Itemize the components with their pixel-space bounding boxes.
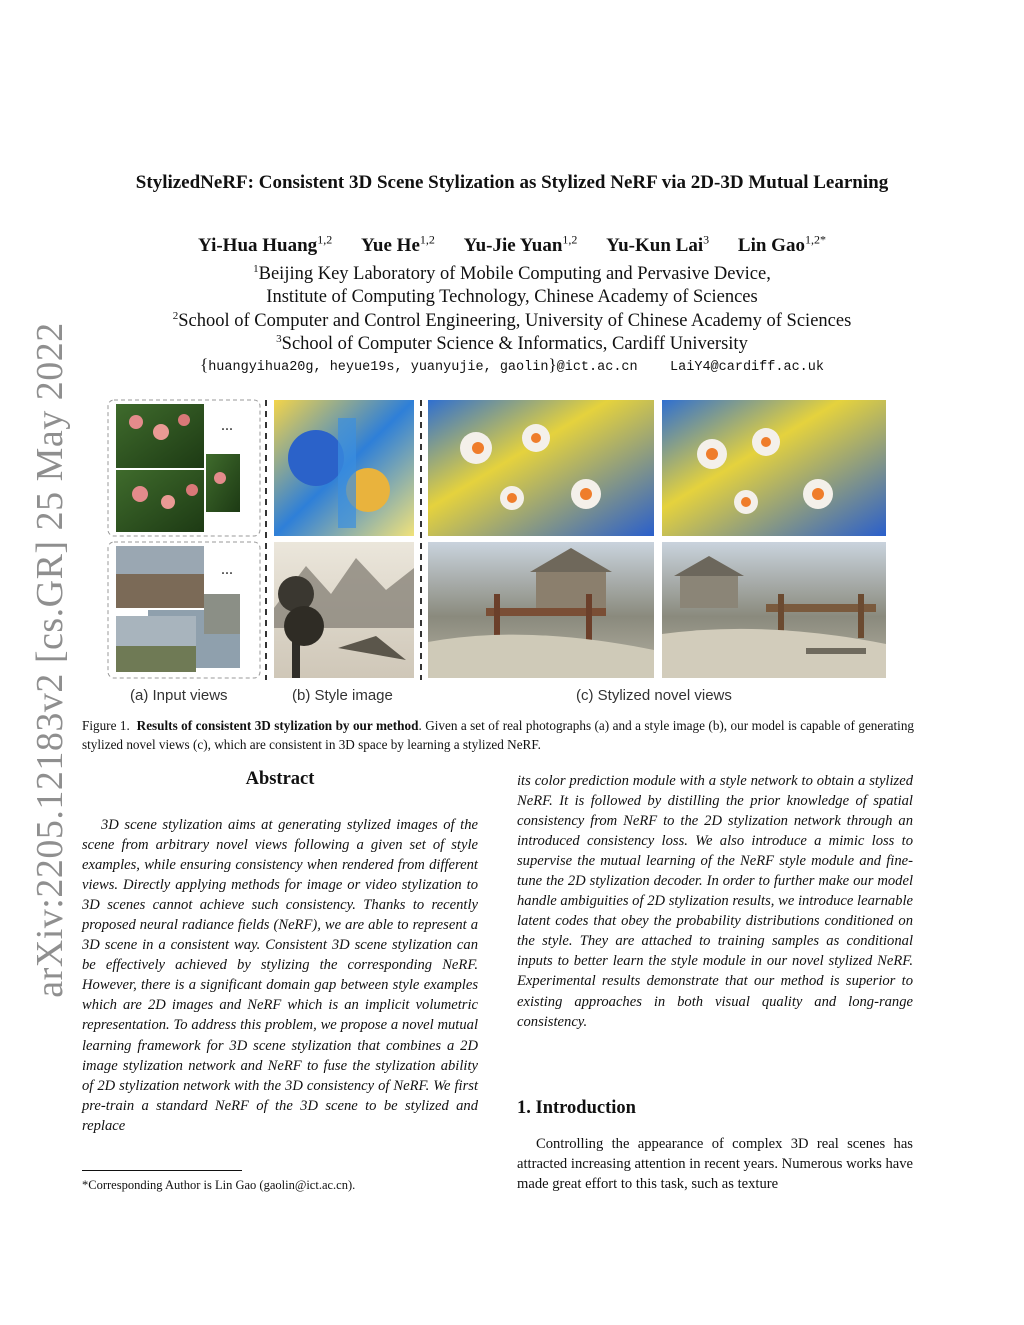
style-image-painting <box>274 400 414 536</box>
stylized-view-flowers-1 <box>428 400 654 536</box>
affiliation-1: $^1$Beijing Key Laboratory of Mobile Computing and Pervasive Device, Institute of Computing Technology, Chinese Academy of Sciences <box>253 263 771 308</box>
stylized-view-playground-2 <box>662 542 886 678</box>
figure-1-illustration <box>106 398 888 683</box>
input-views-playground <box>108 542 260 678</box>
introduction-heading: 1. Introduction <box>517 1098 636 1118</box>
footnote: *Corresponding Author is Lin Gao (gaolin@ict.ac.cn). <box>82 1178 356 1192</box>
label-style-image: (b) Style image <box>292 687 393 704</box>
arxiv-side-label: arXiv:2205.12183v2 [cs.GR] 25 May 2022 <box>29 322 71 998</box>
author-2: Yue He$^{1,2}$ <box>360 233 435 257</box>
author-4: Yu-Kun Lai$^3$ <box>606 233 710 257</box>
author-5: Lin Gao$^{1,2*}$ <box>737 233 826 257</box>
figure-caption: Figure 1. Results of consistent 3D stylization by our method. Given a set of real photographs (a) and a style image (b), our model is capable of generating stylized novel views (c), which are consistent in 3D space by learning a stylized NeRF. <box>82 718 915 752</box>
stylized-view-playground-1 <box>428 542 654 678</box>
style-image-ink-painting <box>274 542 414 678</box>
abstract-heading: Abstract <box>245 769 315 789</box>
affiliation-2: $^2$School of Computer and Control Engineering, University of Chinese Academy of Sciences <box>172 310 852 332</box>
author-1: Yi-Hua Huang$^{1,2}$ <box>198 233 333 257</box>
ellipsis-bottom: ... <box>221 561 233 578</box>
figure-1 <box>106 398 888 683</box>
introduction-text: Controlling the appearance of complex 3D real scenes has attracted increasing attention in recent years. Numerous works have made great effort to this task, such as texture <box>517 1136 913 1193</box>
author-list <box>0 233 1024 257</box>
abstract-text-right: its color prediction module with a style network to obtain a stylized NeRF. It is followed by distilling the prior knowledge of spatial consistency from NeRF to the 2D stylization network through an introduced consistency loss. We also introduce a mimic loss to supervise the mutual learning of the NeRF style module and fine-tune the 2D stylization decoder. In order to further make our model handle ambiguities of 2D stylization results, we introduce learnable latent codes that obey the probability distributions conditioned on the style. They are attached to training samples as conditional inputs to better learn the style module in our novel stylized NeRF. Experimental results demonstrate that our method is superior to existing approaches in both visual quality and long-range consistency. <box>517 773 913 1030</box>
footnote-rule <box>82 1170 242 1171</box>
abstract-text-left: 3D scene stylization aims at generating stylized images of the scene from arbitrary novel views following a given set of style examples, while ensuring consistency when rendered from different views. Directly applying methods for image or video stylization to 3D scenes cannot achieve such consistency. Thanks to recently proposed neural radiance fields (NeRF), we are able to represent a 3D scene in a consistent way. Consistent 3D scene stylization can be effectively achieved by stylizing the corresponding NeRF. However, there is a significant domain gap between style examples which are 2D images and NeRF which is an implicit volumetric representation. To address this problem, we propose a novel mutual learning framework for 3D scene stylization that combines a 2D image stylization network and NeRF to fuse the stylization ability of 2D stylization network with the 3D consistency of NeRF. We first pre-train a standard NeRF of the 3D scene to be stylized and replace <box>82 817 478 1134</box>
author-3: Yu-Jie Yuan$^{1,2}$ <box>463 233 578 257</box>
label-input-views: (a) Input views <box>130 687 228 704</box>
email-line: {huangyihua20g, heyue19s, yuanyujie, gaolin}@ict.ac.cn LaiY4@cardiff.ac.uk <box>200 355 824 375</box>
label-stylized-views: (c) Stylized novel views <box>576 687 732 704</box>
ellipsis-top: ... <box>221 417 233 434</box>
input-views-flowers <box>108 400 260 536</box>
affiliation-3: $^3$School of Computer Science & Informatics, Cardiff University <box>276 333 748 355</box>
stylized-view-flowers-2 <box>662 400 886 536</box>
paper-title: StylizedNeRF: Consistent 3D Scene Stylization as Stylized NeRF via 2D-3D Mutual Learning <box>135 172 889 193</box>
